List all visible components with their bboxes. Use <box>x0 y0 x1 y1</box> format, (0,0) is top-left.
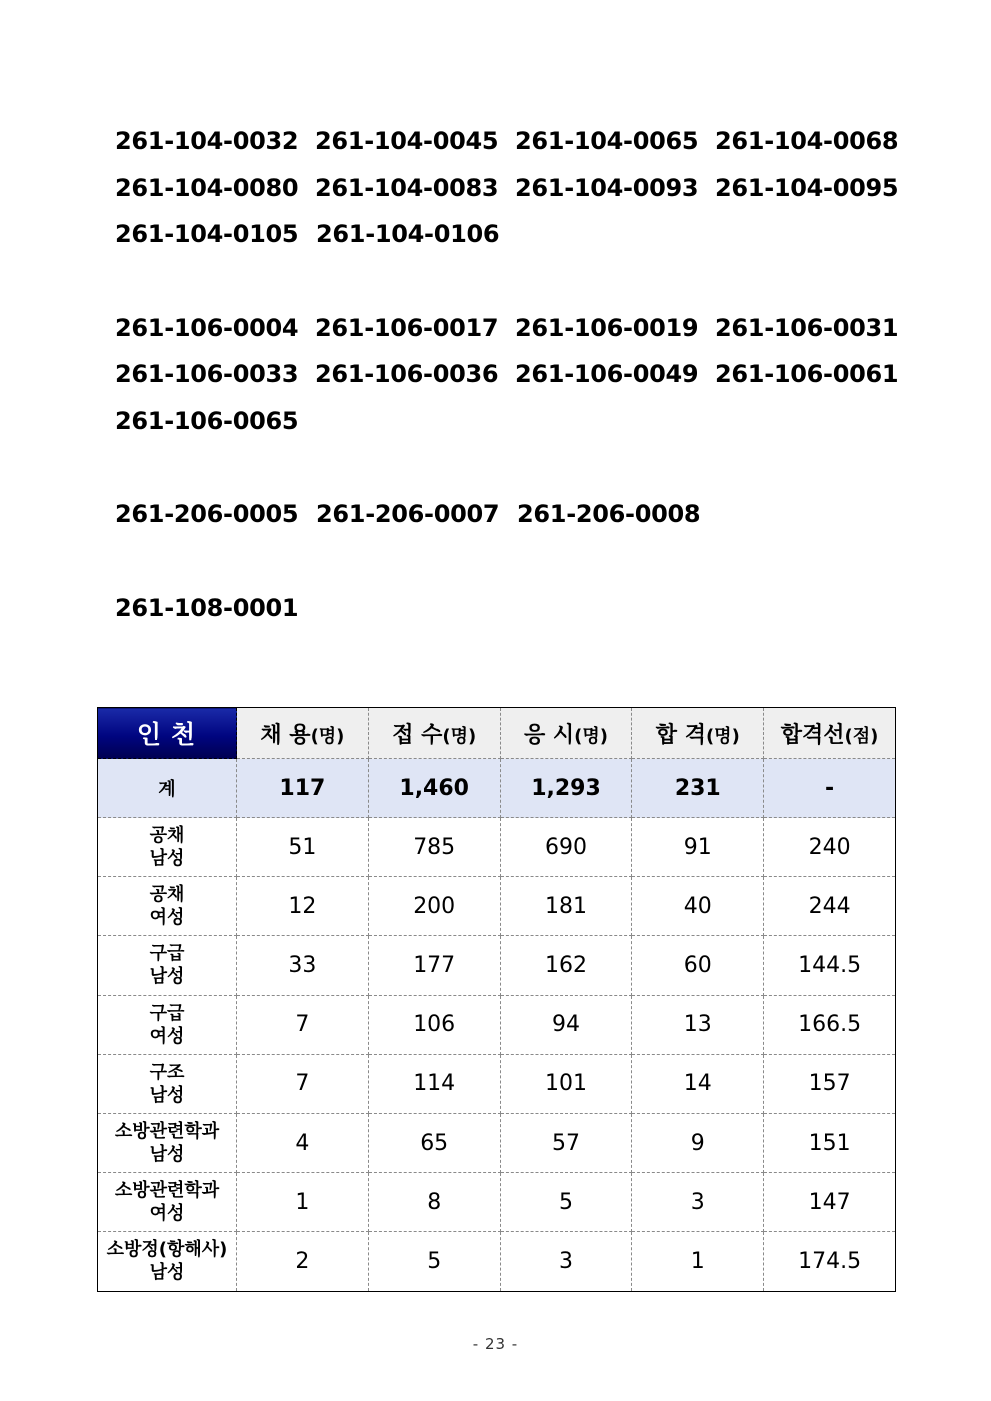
category-line1: 공채 <box>149 825 185 847</box>
total-value: 117 <box>237 759 369 818</box>
category-line1: 소방정(항해사) <box>106 1239 228 1261</box>
header-unit: (명) <box>442 725 477 747</box>
value-cell: 151 <box>764 1113 896 1172</box>
page-number: - 23 - <box>472 1335 519 1353</box>
value-cell: 14 <box>632 1054 764 1113</box>
value-cell: 8 <box>368 1173 500 1232</box>
value-cell: 1 <box>632 1232 764 1291</box>
candidate-number: 261-104-0093 <box>515 173 699 202</box>
value-cell: 12 <box>237 877 369 936</box>
group-spacer <box>115 538 915 585</box>
header-label: 합격선 <box>780 722 845 748</box>
category-cell <box>98 1232 237 1291</box>
category-line2: 여성 <box>149 907 185 929</box>
number-group <box>115 305 915 445</box>
header-label: 채 용 <box>260 722 311 748</box>
header-label: 합 격 <box>655 722 706 748</box>
value-cell: 181 <box>500 877 632 936</box>
category-cell <box>98 1054 237 1113</box>
header-hired <box>237 708 369 759</box>
header-unit: (점) <box>844 725 879 747</box>
value-cell: 13 <box>632 995 764 1054</box>
candidate-number: 261-104-0095 <box>715 173 899 202</box>
candidate-number: 261-106-0049 <box>515 360 699 389</box>
category-line2: 여성 <box>149 1025 185 1047</box>
value-cell: 114 <box>368 1054 500 1113</box>
value-cell: 7 <box>237 1054 369 1113</box>
value-cell: 51 <box>237 818 369 877</box>
table-row <box>98 877 896 936</box>
candidate-number: 261-106-0036 <box>315 360 499 389</box>
group-spacer <box>115 444 915 491</box>
value-cell: 106 <box>368 995 500 1054</box>
table-row <box>98 1054 896 1113</box>
candidate-number: 261-104-0106 <box>316 220 500 249</box>
value-cell: 166.5 <box>764 995 896 1054</box>
candidate-number: 261-106-0017 <box>315 313 499 342</box>
table-header-row <box>98 708 896 759</box>
value-cell: 1 <box>237 1173 369 1232</box>
value-cell: 3 <box>632 1173 764 1232</box>
category-cell <box>98 1113 237 1172</box>
category-line2: 남성 <box>149 1084 185 1106</box>
value-cell: 7 <box>237 995 369 1054</box>
candidate-number: 261-104-0032 <box>115 127 299 156</box>
candidate-number: 261-104-0045 <box>315 127 499 156</box>
value-cell: 4 <box>237 1113 369 1172</box>
total-value: - <box>764 759 896 818</box>
candidate-number: 261-104-0105 <box>115 220 299 249</box>
candidate-number: 261-108-0001 <box>115 593 299 622</box>
value-cell: 33 <box>237 936 369 995</box>
total-value: 1,293 <box>500 759 632 818</box>
category-line2: 남성 <box>149 1262 185 1284</box>
value-cell: 57 <box>500 1113 632 1172</box>
table-row <box>98 818 896 877</box>
total-label: 계 <box>98 759 237 818</box>
candidate-number: 261-106-0061 <box>715 360 899 389</box>
number-row <box>115 351 915 398</box>
number-row <box>115 491 915 538</box>
candidate-number: 261-104-0065 <box>515 127 699 156</box>
value-cell: 94 <box>500 995 632 1054</box>
value-cell: 240 <box>764 818 896 877</box>
value-cell: 3 <box>500 1232 632 1291</box>
value-cell: 2 <box>237 1232 369 1291</box>
category-cell <box>98 1173 237 1232</box>
value-cell: 144.5 <box>764 936 896 995</box>
candidate-number: 261-106-0019 <box>515 313 699 342</box>
category-cell <box>98 877 237 936</box>
number-row <box>115 165 915 212</box>
number-row <box>115 211 915 258</box>
candidate-number: 261-206-0007 <box>316 500 500 529</box>
number-group <box>115 491 915 538</box>
candidate-number: 261-106-0065 <box>115 406 299 435</box>
category-line1: 소방관련학과 <box>114 1121 220 1143</box>
total-row <box>98 759 896 818</box>
value-cell: 91 <box>632 818 764 877</box>
candidate-number: 261-106-0004 <box>115 313 299 342</box>
number-row <box>115 305 915 352</box>
candidate-number: 261-206-0005 <box>115 500 299 529</box>
category-line2: 남성 <box>149 1144 185 1166</box>
category-line1: 구급 <box>149 1002 185 1024</box>
candidate-number: 261-104-0068 <box>715 127 899 156</box>
value-cell: 60 <box>632 936 764 995</box>
header-label: 접 수 <box>392 722 443 748</box>
candidate-number: 261-106-0033 <box>115 360 299 389</box>
table-row <box>98 936 896 995</box>
value-cell: 200 <box>368 877 500 936</box>
category-line2: 여성 <box>149 1203 185 1225</box>
value-cell: 177 <box>368 936 500 995</box>
header-passed <box>632 708 764 759</box>
candidate-number: 261-206-0008 <box>517 500 701 529</box>
table-row <box>98 1232 896 1291</box>
value-cell: 157 <box>764 1054 896 1113</box>
group-spacer <box>115 258 915 305</box>
category-line2: 남성 <box>149 848 185 870</box>
total-value: 231 <box>632 759 764 818</box>
value-cell: 244 <box>764 877 896 936</box>
category-line1: 구급 <box>149 943 185 965</box>
category-line2: 남성 <box>149 966 185 988</box>
header-applied <box>368 708 500 759</box>
category-cell <box>98 818 237 877</box>
category-line1: 공채 <box>149 884 185 906</box>
number-row <box>115 398 915 445</box>
value-cell: 40 <box>632 877 764 936</box>
value-cell: 5 <box>500 1173 632 1232</box>
header-unit: (명) <box>310 725 345 747</box>
category-cell <box>98 995 237 1054</box>
value-cell: 162 <box>500 936 632 995</box>
table-row <box>98 995 896 1054</box>
number-group <box>115 585 915 632</box>
header-label: 응 시 <box>523 722 575 748</box>
category-cell <box>98 936 237 995</box>
header-unit: (명) <box>574 725 608 747</box>
header-taken <box>500 708 632 759</box>
value-cell: 690 <box>500 818 632 877</box>
region-title: 인천 <box>98 708 237 759</box>
number-row <box>115 585 915 632</box>
total-value: 1,460 <box>368 759 500 818</box>
table-row <box>98 1173 896 1232</box>
value-cell: 174.5 <box>764 1232 896 1291</box>
header-cutoff <box>764 708 896 759</box>
category-line1: 소방관련학과 <box>114 1180 220 1202</box>
value-cell: 101 <box>500 1054 632 1113</box>
header-unit: (명) <box>705 725 740 747</box>
candidate-number: 261-106-0031 <box>715 313 899 342</box>
candidate-number: 261-104-0083 <box>315 173 499 202</box>
value-cell: 147 <box>764 1173 896 1232</box>
value-cell: 785 <box>368 818 500 877</box>
value-cell: 9 <box>632 1113 764 1172</box>
value-cell: 65 <box>368 1113 500 1172</box>
value-cell: 5 <box>368 1232 500 1291</box>
table-row <box>98 1113 896 1172</box>
passed-candidate-numbers <box>115 118 915 631</box>
category-line1: 구조 <box>149 1061 185 1083</box>
number-group <box>115 118 915 258</box>
results-table <box>97 707 896 1292</box>
candidate-number: 261-104-0080 <box>115 173 299 202</box>
number-row <box>115 118 915 165</box>
